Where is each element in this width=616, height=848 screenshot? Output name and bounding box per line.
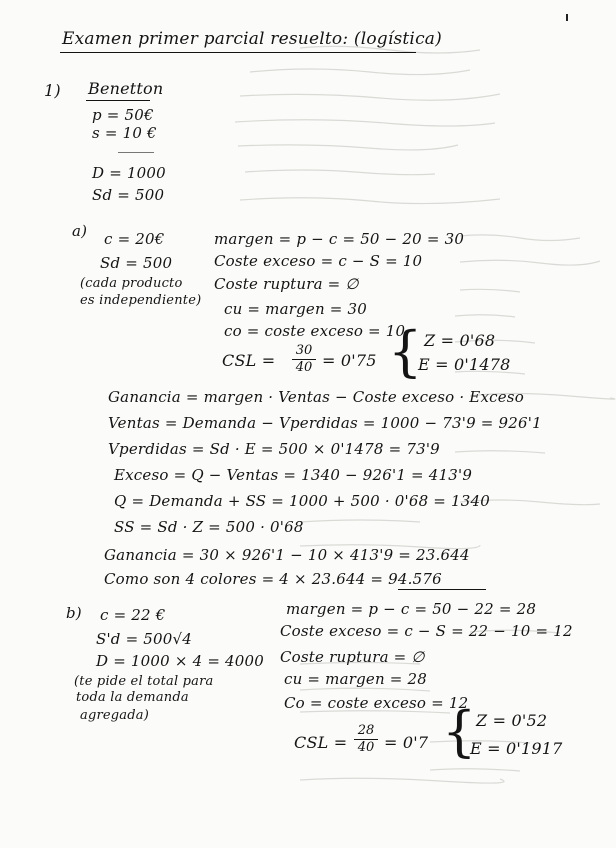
problem-name: Benetton bbox=[88, 79, 164, 98]
part-a-brace: { bbox=[388, 320, 423, 383]
part-a-e: E = 0'1478 bbox=[418, 355, 511, 374]
part-a-csl-prefix: CSL = bbox=[222, 351, 276, 370]
part-b-overage-cost: Coste exceso = c − S = 22 − 10 = 12 bbox=[280, 622, 573, 640]
part-a-line-ventas: Ventas = Demanda − Vperdidas = 1000 − 73'9 = 926'1 bbox=[108, 414, 542, 432]
part-b-z: Z = 0'52 bbox=[476, 711, 548, 730]
part-a-line-ganancia-value: Ganancia = 30 × 926'1 − 10 × 413'9 = 23.644 bbox=[104, 546, 470, 564]
part-b-label: b) bbox=[66, 604, 82, 622]
part-a-csl-result: = 0'75 bbox=[322, 351, 377, 370]
given-price: p = 50€ bbox=[92, 106, 154, 124]
problem-name-underline bbox=[86, 100, 150, 101]
part-a-line-total: Como son 4 colores = 4 × 23.644 = 94.576 bbox=[104, 570, 442, 588]
part-b-e: E = 0'1917 bbox=[470, 739, 563, 758]
given-demand: D = 1000 bbox=[92, 164, 166, 182]
part-a-csl-denominator: 40 bbox=[295, 360, 313, 375]
part-a-stockout-cost: Coste ruptura = ∅ bbox=[214, 275, 359, 293]
part-b-note-line2: toda la demanda bbox=[76, 690, 189, 705]
part-b-csl-denominator: 40 bbox=[357, 740, 375, 755]
part-a-margin: margen = p − c = 50 − 20 = 30 bbox=[214, 230, 465, 248]
part-a-csl-fraction bbox=[292, 344, 316, 375]
part-b-co: Co = coste exceso = 12 bbox=[284, 694, 469, 712]
part-a-overage-cost: Coste exceso = c − S = 10 bbox=[214, 252, 423, 270]
part-b-note-line1: (te pide el total para bbox=[74, 674, 214, 689]
part-a-line-ss: SS = Sd · Z = 500 · 0'68 bbox=[114, 518, 304, 536]
part-a-note-line1: (cada producto bbox=[80, 276, 183, 291]
part-b-stockout-cost: Coste ruptura = ∅ bbox=[280, 648, 425, 666]
part-a-line-vperdidas: Vperdidas = Sd · E = 500 × 0'1478 = 73'9 bbox=[108, 440, 440, 458]
part-b-brace: { bbox=[442, 700, 477, 763]
strike-mark bbox=[118, 152, 154, 153]
part-a-co: co = coste exceso = 10 bbox=[224, 322, 406, 340]
part-a-line-q: Q = Demanda + SS = 1000 + 500 · 0'68 = 1340 bbox=[114, 492, 491, 510]
part-a-note-line2: es independiente) bbox=[80, 293, 202, 308]
part-a-line-exceso: Exceso = Q − Ventas = 1340 − 926'1 = 413'9 bbox=[114, 466, 473, 484]
part-a-line-ganancia: Ganancia = margen · Ventas − Coste exceso · Exceso bbox=[108, 388, 524, 406]
part-a-csl-numerator: 30 bbox=[295, 343, 313, 358]
part-b-cu: cu = margen = 28 bbox=[284, 670, 428, 688]
part-a-total-underline bbox=[398, 589, 486, 590]
part-b-stdev: S'd = 500√4 bbox=[96, 630, 193, 648]
part-a-stdev: Sd = 500 bbox=[100, 254, 173, 272]
part-a-cu: cu = margen = 30 bbox=[224, 300, 368, 318]
part-b-csl-prefix: CSL = bbox=[294, 733, 348, 752]
part-a-label: a) bbox=[72, 222, 88, 240]
part-a-cost: c = 20€ bbox=[104, 230, 165, 248]
part-b-cost: c = 22 € bbox=[100, 606, 166, 624]
corner-mark bbox=[566, 14, 568, 21]
part-b-csl-fraction bbox=[354, 724, 378, 755]
part-b-csl-result: = 0'7 bbox=[384, 733, 429, 752]
problem-number: 1) bbox=[44, 81, 61, 100]
part-b-csl-numerator: 28 bbox=[357, 723, 375, 738]
page-title: Examen primer parcial resuelto: (logística) bbox=[62, 29, 442, 49]
given-stdev: Sd = 500 bbox=[92, 186, 165, 204]
title-underline bbox=[60, 52, 416, 53]
part-a-z: Z = 0'68 bbox=[424, 331, 496, 350]
part-b-note-line3: agregada) bbox=[80, 708, 149, 723]
part-b-demand: D = 1000 × 4 = 4000 bbox=[96, 652, 265, 670]
given-salvage: s = 10 € bbox=[92, 124, 157, 142]
part-b-margin: margen = p − c = 50 − 22 = 28 bbox=[286, 600, 537, 618]
